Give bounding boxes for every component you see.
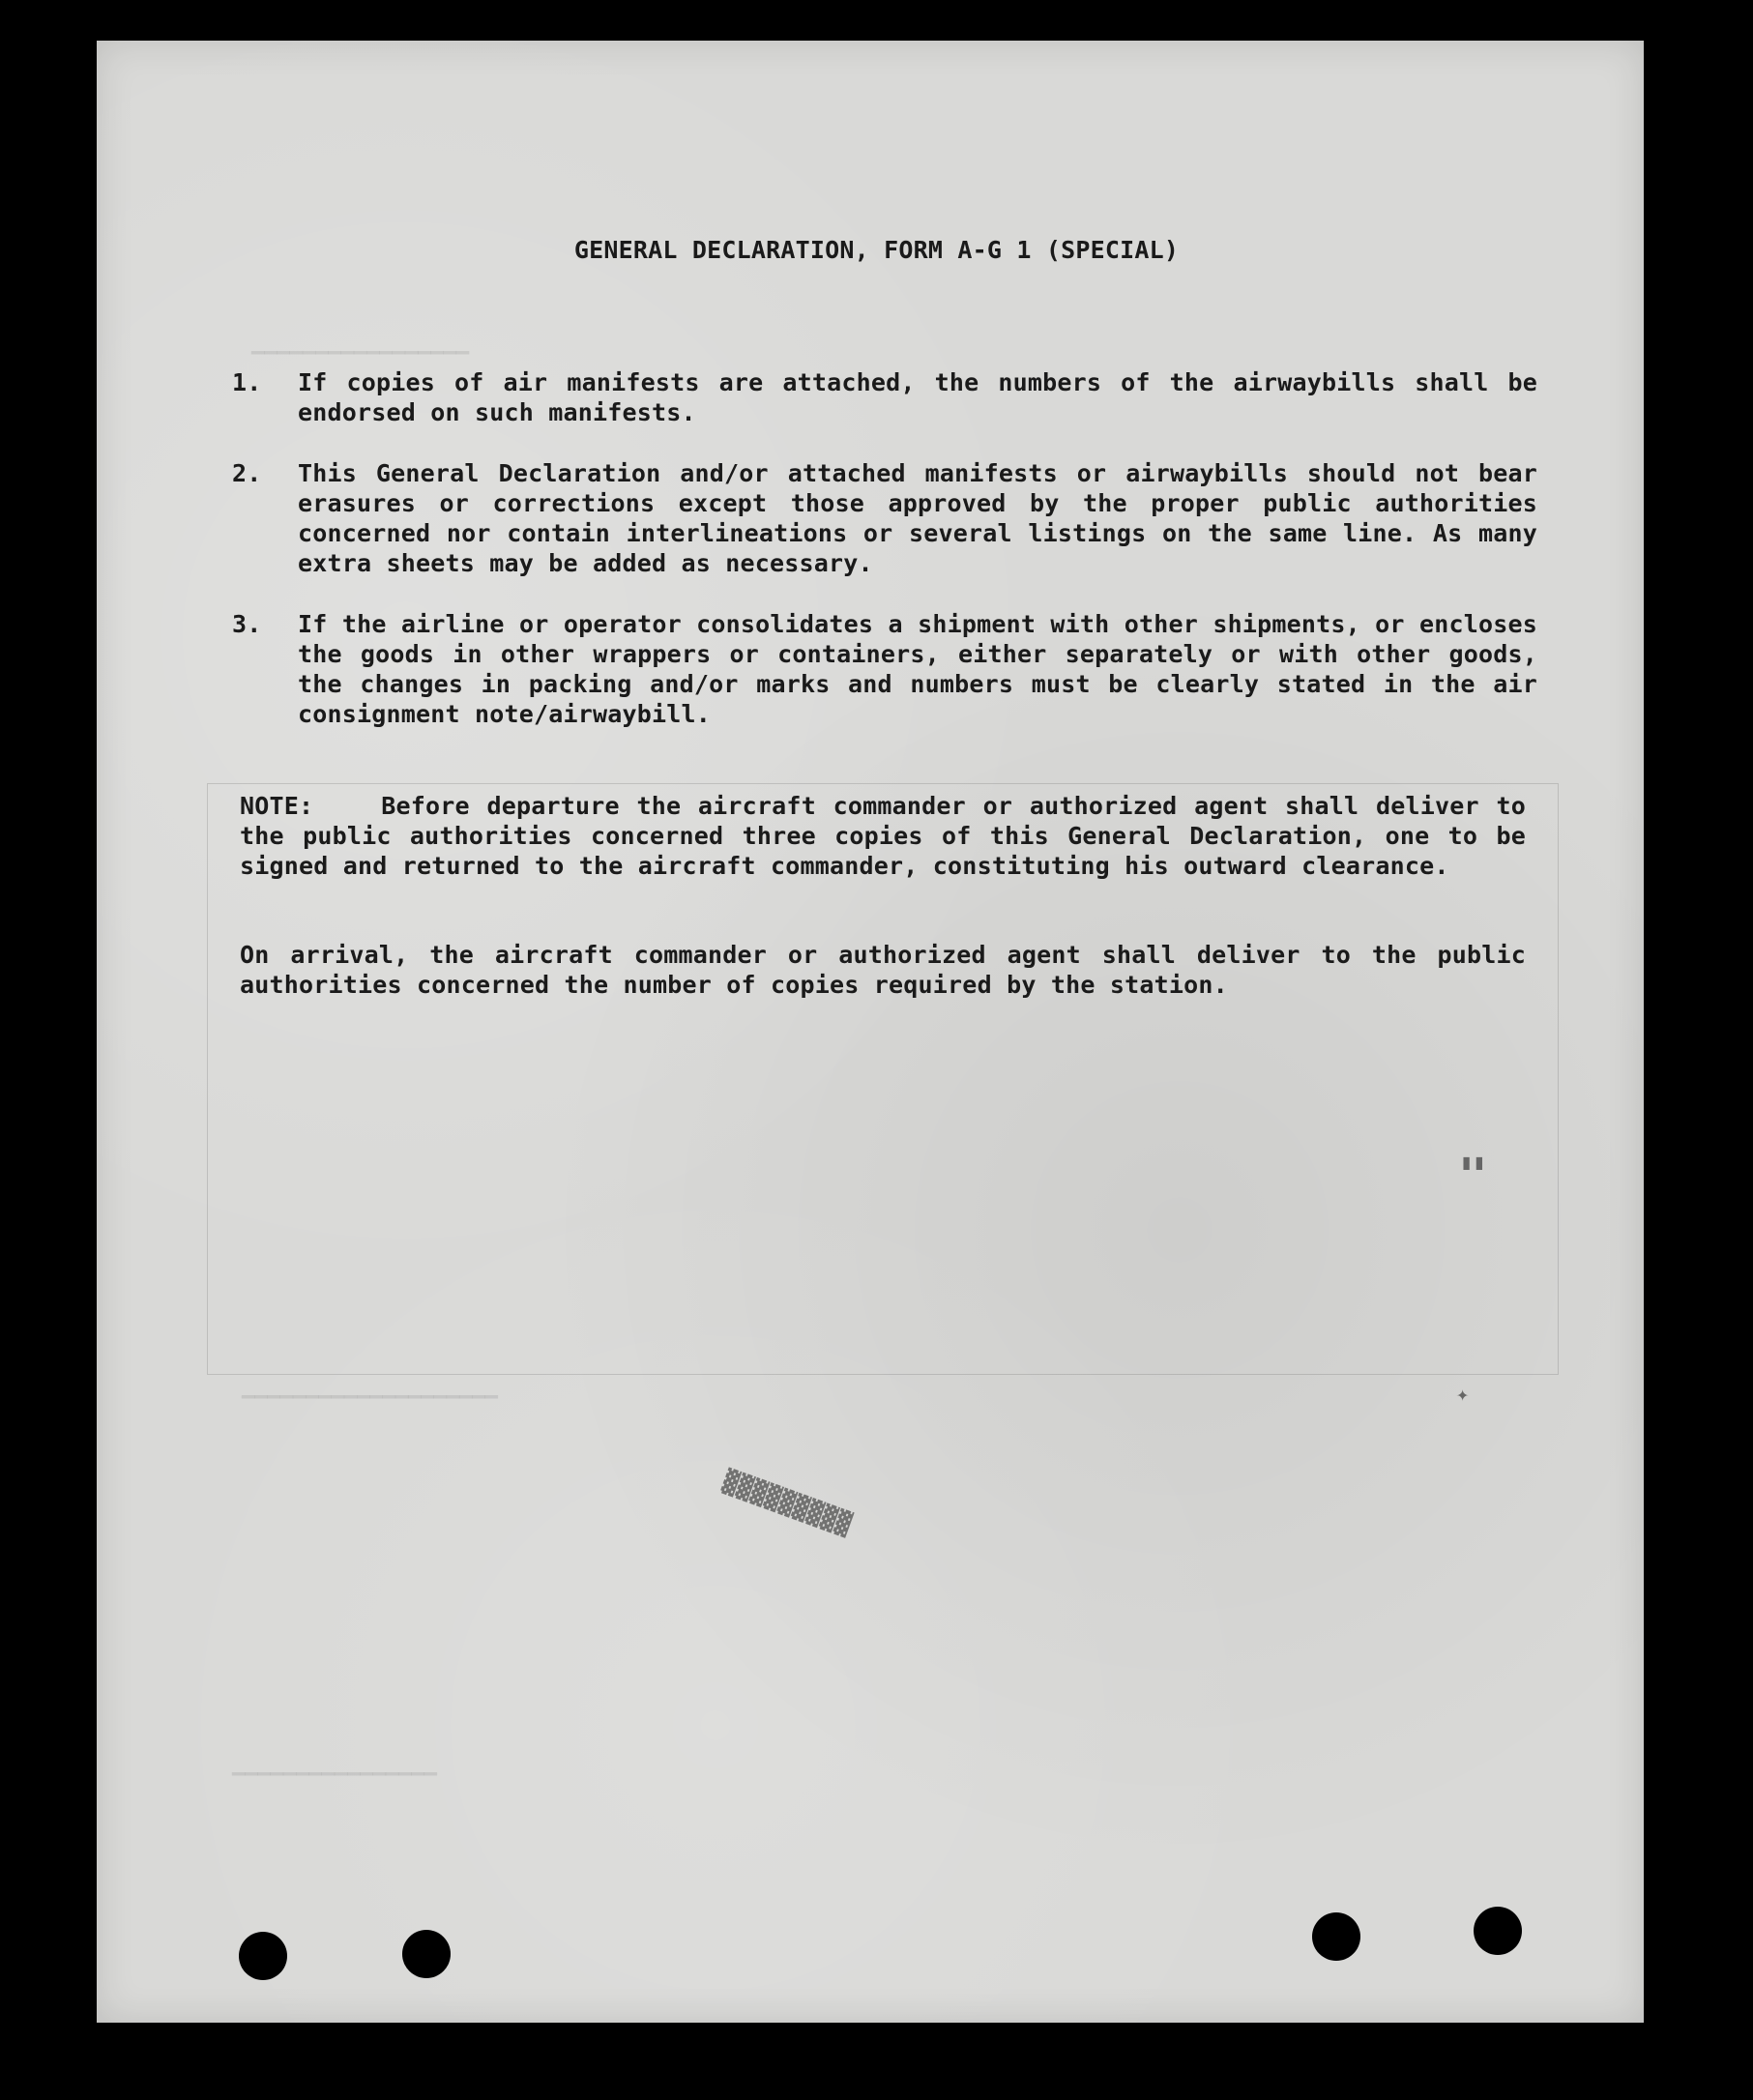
margin-mark: ▮▮: [1460, 1151, 1486, 1175]
list-item-text: If copies of air manifests are attached, the numbers of the airwaybills shall be endorsed on such manifests.: [298, 368, 1537, 426]
margin-mark: ✦: [1456, 1383, 1470, 1407]
list-item: [232, 609, 1537, 729]
bleed-through-mark: ▁▁▁▁▁▁▁▁▁▁▁▁▁▁▁▁▁: [251, 331, 470, 355]
list-item: [232, 458, 1537, 578]
list-item-text: If the airline or operator consolidates a shipment with other shipments, or encloses the goods in other wrappers or containers, either separately or with other goods, the changes in packing and/or marks and numbers must be clearly stated in the air consignment note/airwaybill.: [298, 610, 1537, 728]
note-text: Before departure the aircraft commander or authorized agent shall deliver to the public authorities concerned three copies of this General Declaration, one to be signed and returned to the aircraft commander, constituting his outward clearance.: [240, 792, 1526, 880]
list-item-number: 2.: [232, 459, 262, 487]
page-title: GENERAL DECLARATION, FORM A-G 1 (SPECIAL): [573, 236, 1180, 264]
note-label: NOTE:: [240, 792, 314, 820]
bleed-through-mark: ▁▁▁▁▁▁▁▁▁▁▁▁▁▁▁▁: [232, 1752, 437, 1776]
bleed-through-mark: ▁▁▁▁▁▁▁▁▁▁▁▁▁▁▁▁▁▁▁▁: [242, 1375, 498, 1399]
punch-hole: [1474, 1907, 1522, 1955]
list-item-text: This General Declaration and/or attached manifests or airwaybills should not bear erasures or corrections except those approved by the proper public authorities concerned nor contain interlineations or several listings on the same line. As many extra sheets may be added as necessary.: [298, 459, 1537, 577]
punch-hole: [239, 1932, 287, 1980]
list-item: [232, 367, 1537, 427]
list-item-number: 1.: [232, 368, 262, 396]
note-paragraph: [240, 791, 1526, 881]
punch-hole: [1312, 1912, 1360, 1961]
arrival-paragraph: On arrival, the aircraft commander or authorized agent shall deliver to the public authorities concerned the number of copies required by the station.: [240, 941, 1526, 999]
stamp-mark: ▓▓▓▓▓▓▓▓▓: [719, 1467, 856, 1538]
list-item-number: 3.: [232, 610, 262, 638]
punch-hole: [402, 1930, 451, 1978]
